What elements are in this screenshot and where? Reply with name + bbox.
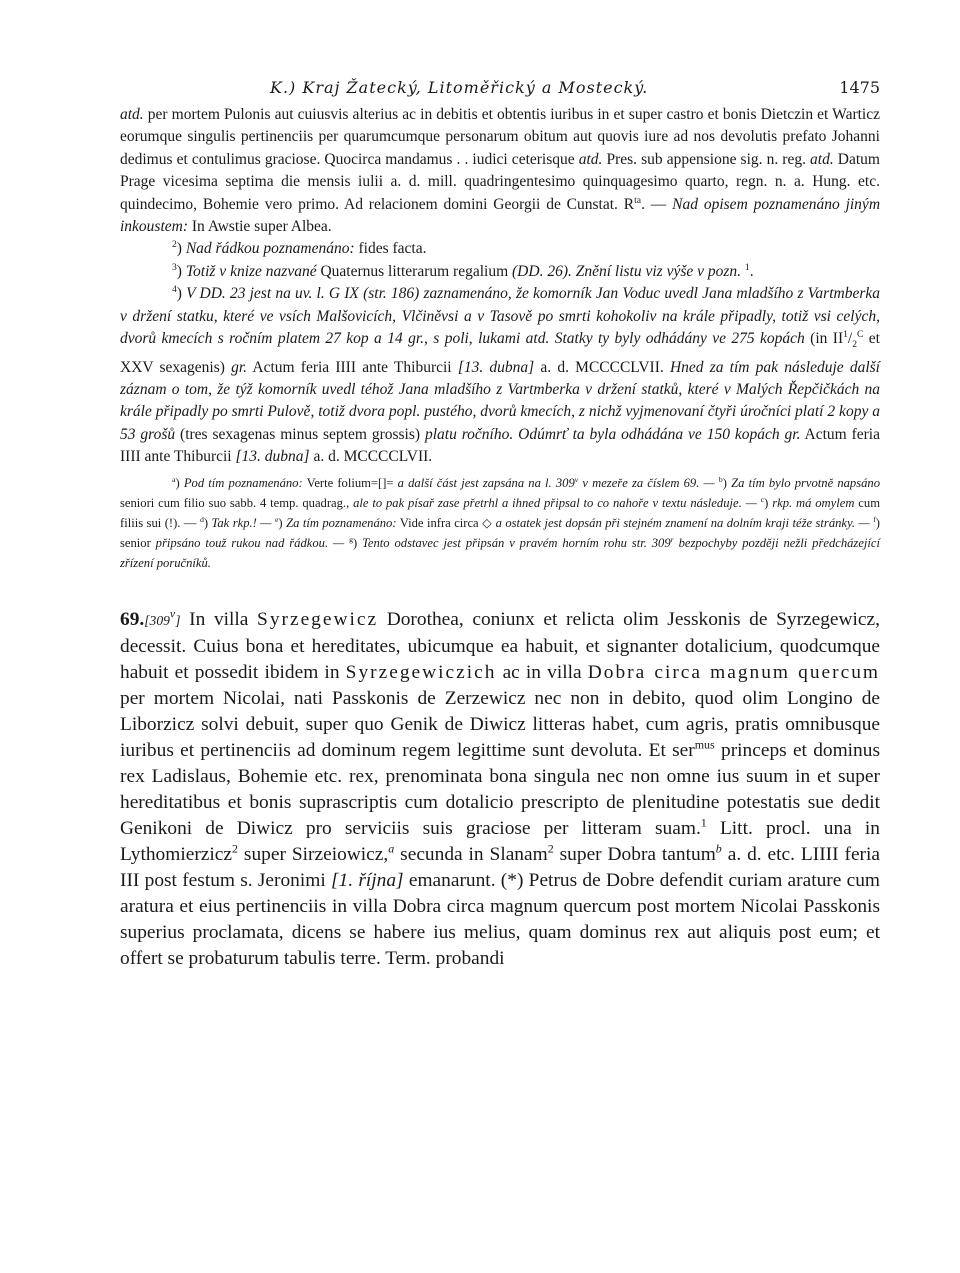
entry-number: 69.	[120, 608, 145, 630]
entry-69	[120, 607, 880, 972]
footnotes-block	[120, 473, 880, 573]
document-page	[120, 70, 880, 972]
entry-paragraph: 69.[309$^v$] In villa Syrzegewicz Dorothea, coniunx et relicta olim Jesskonis de Syrzegewicz, decessit. Cuius bona et hereditates, ubicumque ea habuit, et signanter dotalicium, quodcumque habuit et possedit ibidem in Syrzegewiczich ac in villa Dobra circa magnum quercum per mortem Nicolai, nati Passkonis de Zerzewicz nec non in debito, quod olim Longino de Liborzicz solvi debuit, super quo Genik de Diwicz litteras habet, cum agris, pratis omnibusque iuribus et pertinenciis ad dominum regem legittime sunt devoluta. Et ser$^{mus}$ princeps et dominus rex Ladislaus, Bohemie etc. rex, prenominata bona singula nec non omne ius suum in et super hereditatibus et bonis suprascriptis cum dotalicio prescripto de plenitudine potestatis sue dedit Genikoni de Diwicz pro serviciis suis graciose per litteram suam.$^1$ Litt. procl. una in Lythomierzicz$^2$ super Sirzeiowicz,$^a$ secunda in Slanam$^2$ super Dobra tantum$^b$ a. d. etc. LIIII feria III post festum s. Jeronimi [1. října] emanarunt. (*) Petrus de Dobre defendit curiam arature cum aratura et eius pertinenciis in villa Dobra circa magnum quercum post mortem Nicolai Passkonis superius proclamata, dicens se habere ius melius, quam dominus rex aut aliquis post eum; et offert se probaturum tabulis terre. Term. probandi	[120, 606, 881, 969]
notes-block	[120, 104, 880, 469]
note-4: $^4$) V DD. 23 jest na uv. l. G IX (str. 186) zaznamenáno, že komorník Jan Voduc uvedl Jana mladšího z Vartmberka v držení statku, které ve vsích Malšovicích, Vlčiněvsi a v Tasově po smrti kohokoliv na krále připadly, totiž vsi celých, dvorů kmecích s ročním platem 27 kop a 14 gr., s poli, lukami atd. Statky ty byly odhádány ve 275 kopách (in $II^1/_2^C$ et XXV sexagenis) gr. Actum feria IIII ante Thiburcii [13. dubna] a. d. MCCCCLVII. Hned za tím pak následuje další záznam o tom, že týž komorník uvedl téhož Jana mladšího z Vartmberka v držení statků, které v Malých Řepčičkách na krále připadly po smrti Pulově, totiž dvora popl. pustého, dvorů kmecích, z nichž vyjmenovaní čtyři úročníci platí 2 kopy a 53 grošů (tres sexagenas minus septem grossis) platu ročního. Odúmrť ta byla odhádána ve 150 kopách gr. Actum feria IIII ante Thiburcii [13. dubna] a. d. MCCCCLVII.	[120, 284, 880, 466]
footnote-list: $^a$) Pod tím poznamenáno: Verte folium=[]= a další část jest zapsána na l. 309$^v$ v mezeře za číslem 69. — $^b$) Za tím bylo prvotně napsáno seniori cum filio suo sabb. 4 temp. quadrag., ale to pak písař zase přetrhl a ihned připsal to co nahoře v textu následuje. — $^c$) rkp. má omylem cum filiis sui (!). — $^d$) Tak rkp.! — $^e$) Za tím poznamenáno: Vide infra circa ◇ a ostatek jest dopsán při stejném znamení na dolním kraji téže stránky. — $^f$) senior připsáno touž rukou nad řádkou. — $^g$) Tento odstavec jest připsán v pravém horním rohu str. 309$^r$ bezpochyby později nežli předcházející zřízení poručníků.	[120, 474, 881, 570]
note-continuation: atd. per mortem Pulonis aut cuiusvis alterius ac in debitis et obtentis iuribus in et super castro et bonis Dietczin et Warticz eorumque singulis pertinenciis per quarumcumque personarum obitum aut quovis iure ad nos devolutis prefato Johanni dedimus et contulimus graciose. Quocirca mandamus . . iudici ceterisque atd. Pres. sub appensione sig. n. reg. atd. Datum Prage vicesima septima die mensis iulii a. d. mill. quadringentesimo quinquagesimo quarto, regn. n. a. Hung. etc. quindecimo, Bohemie vero primo. Ad relacionem domini Georgii de Cunstat. $R^{ta}$. — Nad opisem poznamenáno jiným inkoustem: In Awstie super Albea.	[120, 106, 881, 236]
note-3: $^3$) Totiž v knize nazvané Quaternus litterarum regalium (DD. 26). Znění listu viz výše v pozn. $^1$.	[172, 261, 754, 280]
running-header	[120, 70, 880, 104]
note-2: $^2$) Nad řádkou poznamenáno: fides facta.	[172, 239, 427, 258]
page-number: 1475	[839, 78, 880, 97]
running-title: K.) Kraj Žatecký, Litoměřický a Mostecký.	[270, 78, 649, 97]
